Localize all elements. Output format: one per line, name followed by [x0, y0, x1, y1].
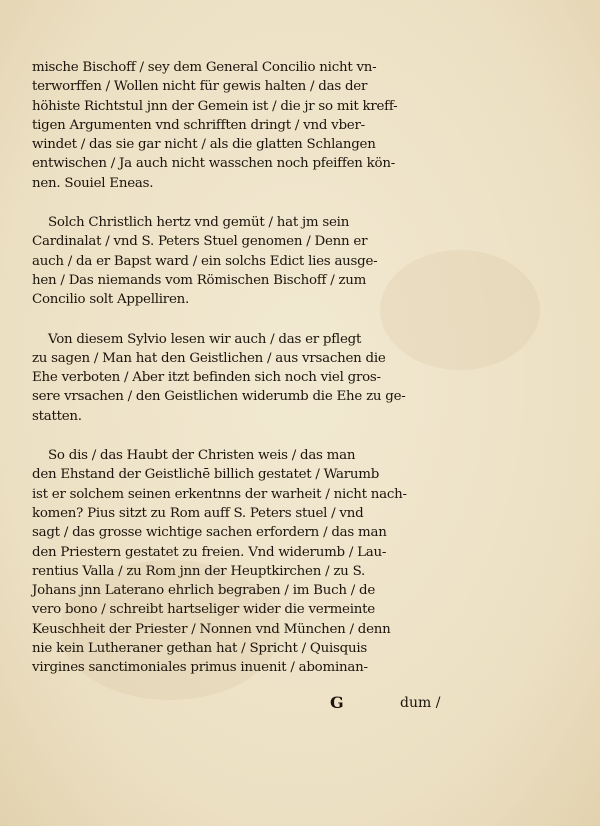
text-line: auch / da er Bapst ward / ein solchs Edict lies ausge-	[32, 253, 378, 269]
catchword: dum /	[400, 695, 441, 711]
text-line: Keuschheit der Priester / Nonnen vnd München / denn	[32, 621, 391, 637]
signature-mark: G	[330, 693, 344, 712]
text-line: höhiste Richtstul jnn der Gemein ist / die jr so mit kreff-	[32, 98, 398, 114]
text-line: komen? Pius sitzt zu Rom auff S. Peters stuel / vnd	[32, 505, 364, 521]
paragraph-2	[32, 213, 462, 309]
page-footer	[0, 693, 600, 715]
text-line: tigen Argumenten vnd schrifften dringt / vnd vber-	[32, 117, 365, 133]
text-line: sagt / das grosse wichtige sachen erfordern / das man	[32, 525, 387, 541]
text-line: Solch Christlich hertz vnd gemüt / hat jm sein	[48, 215, 350, 231]
text-line: zu sagen / Man hat den Geistlichen / aus vrsachen die	[32, 350, 386, 366]
text-line: den Ehstand der Geistlichē billich gestatet / Warumb	[32, 467, 380, 483]
text-line: ist er solchem seinen erkentnns der warheit / nicht nach-	[32, 486, 407, 502]
text-line: rentius Valla / zu Rom jnn der Heuptkirchen / zu S.	[32, 563, 366, 579]
text-line: terworffen / Wollen nicht für gewis halten / das der	[32, 79, 368, 95]
paragraph-1	[32, 58, 462, 193]
text-line: sere vrsachen / den Geistlichen widerumb die Ehe zu ge-	[32, 389, 406, 405]
text-line: Cardinalat / vnd S. Peters Stuel genomen / Denn er	[32, 234, 368, 250]
body-text	[32, 58, 462, 698]
text-line: nen. Souiel Eneas.	[32, 175, 154, 191]
text-line: Ehe verboten / Aber itzt befinden sich noch viel gros-	[32, 370, 381, 386]
text-line: virgines sanctimoniales primus inuenit / abominan-	[32, 660, 368, 676]
text-line: So dis / das Haubt der Christen weis / das man	[48, 448, 356, 464]
paragraph-3	[32, 330, 462, 426]
text-line: entwischen / Ja auch nicht wasschen noch pfeiffen kön-	[32, 156, 395, 172]
text-line: vero bono / schreibt hartseliger wider die vermeinte	[32, 602, 375, 618]
text-line: den Priestern gestatet zu freien. Vnd widerumb / Lau-	[32, 544, 387, 560]
text-line: Johans jnn Laterano ehrlich begraben / im Buch / de	[32, 583, 376, 599]
text-line: mische Bischoff / sey dem General Concilio nicht vn-	[32, 60, 377, 75]
text-line: statten.	[32, 408, 82, 424]
text-line: nie kein Lutheraner gethan hat / Spricht / Quisquis	[32, 641, 368, 657]
text-line: Concilio solt Appelliren.	[32, 292, 189, 308]
paragraph-4	[32, 446, 462, 678]
text-line: hen / Das niemands vom Römischen Bischoff / zum	[32, 272, 367, 288]
text-line: windet / das sie gar nicht / als die glatten Schlangen	[32, 137, 376, 153]
text-line: Von diesem Sylvio lesen wir auch / das er pflegt	[48, 331, 362, 347]
